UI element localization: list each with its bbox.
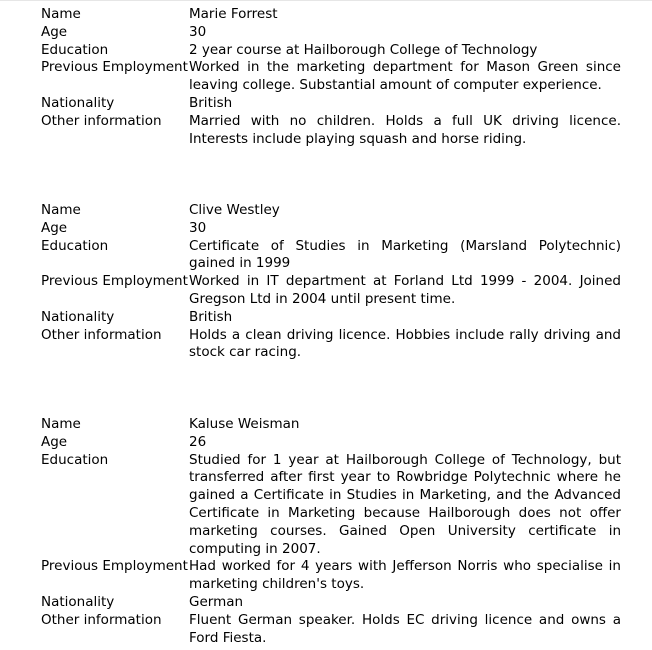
previous-employment-label: Previous Employment <box>41 558 188 575</box>
age-label: Age <box>41 433 68 450</box>
candidate-profile-marie-forrest <box>41 6 621 148</box>
name-row <box>41 202 621 220</box>
previous-employment-row <box>41 59 621 95</box>
previous-employment-value: Had worked for 4 years with Jefferson Norris who specialise in marketing children's toys. <box>189 558 621 593</box>
name-value: Clive Westley <box>189 202 280 218</box>
other-information-label: Other information <box>41 112 162 129</box>
age-row <box>41 24 621 42</box>
other-information-value: Holds a clean driving licence. Hobbies include rally driving and stock car racing. <box>189 326 621 361</box>
age-value: 30 <box>189 219 207 236</box>
nationality-label: Nationality <box>41 593 115 610</box>
age-value: 30 <box>189 23 207 40</box>
education-label: Education <box>41 451 109 468</box>
name-row <box>41 416 621 434</box>
other-information-value: Fluent German speaker. Holds EC driving licence and owns a Ford Fiesta. <box>189 611 621 646</box>
previous-employment-label: Previous Employment <box>41 273 188 290</box>
previous-employment-row <box>41 273 621 309</box>
candidate-profile-kaluse-weisman <box>41 416 621 647</box>
age-row <box>41 434 621 452</box>
other-information-row <box>41 327 621 363</box>
nationality-label: Nationality <box>41 94 115 111</box>
name-value: Marie Forrest <box>189 6 278 22</box>
nationality-value: British <box>189 94 233 111</box>
nationality-row <box>41 309 621 327</box>
name-label: Name <box>41 416 81 432</box>
other-information-label: Other information <box>41 611 162 628</box>
top-divider <box>0 0 652 1</box>
other-information-row <box>41 612 621 648</box>
other-information-value: Married with no children. Holds a full UK driving licence. Interests include playing squash and horse riding. <box>189 112 621 147</box>
previous-employment-value: Worked in the marketing department for Mason Green since leaving college. Substantial amount of computer experience. <box>189 59 621 94</box>
age-label: Age <box>41 23 68 40</box>
education-label: Education <box>41 41 109 58</box>
age-label: Age <box>41 219 68 236</box>
previous-employment-value: Worked in IT department at Forland Ltd 1999 - 2004. Joined Gregson Ltd in 2004 until present time. <box>189 273 621 307</box>
education-label: Education <box>41 237 109 254</box>
other-information-row <box>41 113 621 149</box>
previous-employment-label: Previous Employment <box>41 59 188 76</box>
name-label: Name <box>41 202 81 218</box>
nationality-row <box>41 95 621 113</box>
education-value: 2 year course at Hailborough College of Technology <box>189 41 538 58</box>
education-row <box>41 238 621 274</box>
education-value: Studied for 1 year at Hailborough College of Technology, but transferred after first year to Rowbridge Polytechnic where he gained a Certificate in Studies in Marketing, and the Advanced Certificate in Marketing because Hailborough does not offer marketing courses. Gained Open University certificate in computing in 2007. <box>189 451 621 557</box>
education-row <box>41 452 621 559</box>
candidate-profile-clive-westley <box>41 202 621 362</box>
education-row <box>41 42 621 60</box>
age-row <box>41 220 621 238</box>
name-value: Kaluse Weisman <box>189 416 300 432</box>
nationality-value: British <box>189 308 233 325</box>
nationality-value: German <box>189 593 244 610</box>
other-information-label: Other information <box>41 326 162 343</box>
age-value: 26 <box>189 433 207 450</box>
education-value: Certificate of Studies in Marketing (Marsland Polytechnic) gained in 1999 <box>189 237 621 272</box>
previous-employment-row <box>41 558 621 594</box>
nationality-label: Nationality <box>41 308 115 325</box>
nationality-row <box>41 594 621 612</box>
name-label: Name <box>41 6 81 22</box>
name-row <box>41 6 621 24</box>
